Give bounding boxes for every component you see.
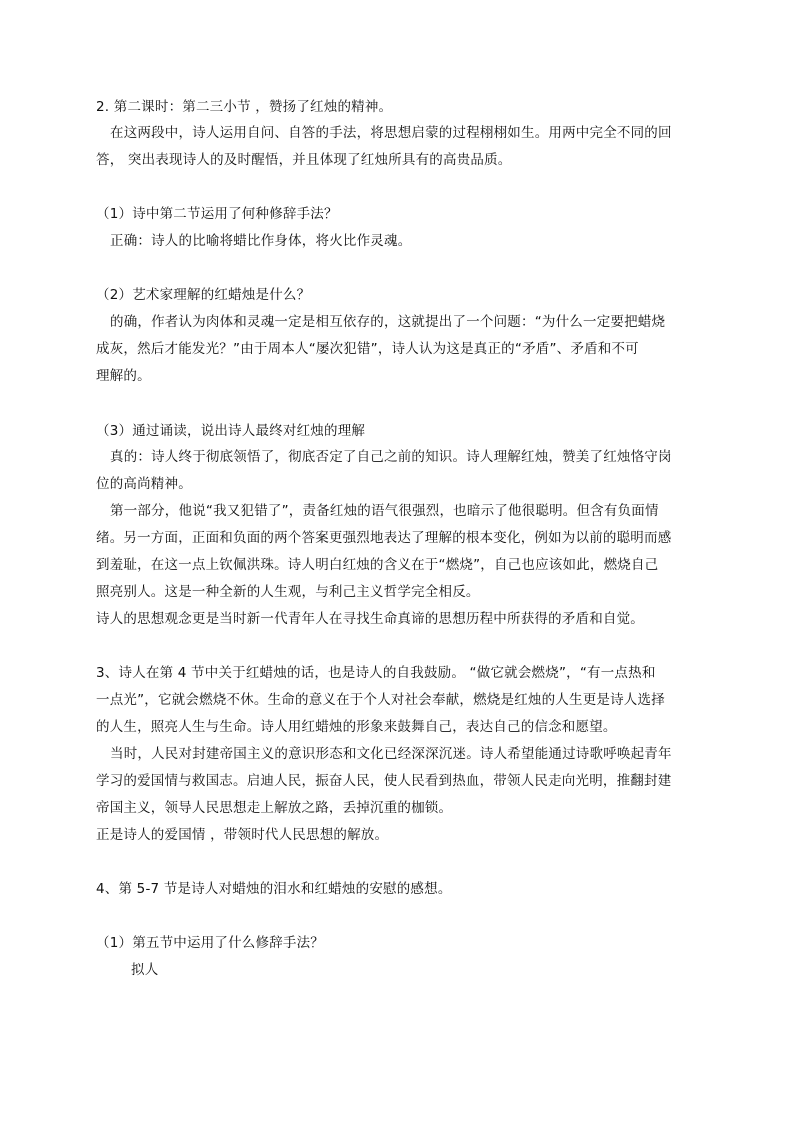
section-3-line-1: 3、诗人在第 4 节中关于红蜡烛的话，也是诗人的自我鼓励。 “做它就会燃烧”，“有一点热和 [96, 665, 656, 681]
answer-3-line-7: 诗人的思想观念更是当时新一代青年人在寻找生命真谛的思想历程中所获得的矛盾和自觉。 [96, 611, 644, 627]
answer-2-line-2: 成灰，然后才能发光？”由于周本人“屡次犯错”，诗人认为这是真正的“矛盾”、矛盾和不可 [96, 341, 639, 357]
section-3-line-6: 帝国主义，领导人民思想走上解放之路，丢掉沉重的枷锁。 [96, 800, 453, 816]
section-2-line-2: 答， 突出表现诗人的及时醒悟，并且体现了红烛所具有的高贵品质。 [96, 152, 512, 168]
answer-2-line-1: 的确，作者认为肉体和灵魂一定是相互依存的，这就提出了一个问题：“为什么一定要把蜡烧 [110, 314, 666, 330]
question-3: （3）通过诵读，说出诗人最终对红烛的理解 [96, 423, 366, 439]
question-4-1: （1）第五节中运用了什么修辞手法？ [96, 935, 324, 951]
answer-3-line-2: 位的高尚精神。 [96, 476, 192, 492]
section-3-line-2: 一点光”，它就会燃烧不休。生命的意义在于个人对社会奉献，燃烧是红烛的人生更是诗人选择 [96, 692, 665, 708]
answer-3-line-3: 第一部分，他说“我又犯错了”，责备红烛的语气很强烈，也暗示了他很聪明。但含有负面情 [110, 503, 659, 519]
question-2: （2）艺术家理解的红蜡烛是什么？ [96, 287, 311, 303]
section-2-heading: 2. 第二课时：第二三小节 ，赞扬了红烛的精神。 [96, 99, 393, 115]
answer-3-line-1: 真的：诗人终于彻底领悟了，彻底否定了自己之前的知识。诗人理解红烛，赞美了红烛恪守岗 [110, 449, 672, 465]
section-3-line-5: 学习的爱国情与救国志。启迪人民，振奋人民，使人民看到热血，带领人民走向光明，推翻封建 [96, 773, 672, 789]
answer-1: 正确：诗人的比喻将蜡比作身体，将火比作灵魂。 [110, 233, 412, 249]
section-3-line-4: 当时，人民对封建帝国主义的意识形态和文化已经深深沉迷。诗人希望能通过诗歌呼唤起青年 [110, 746, 672, 762]
section-2-line-1: 在这两段中，诗人运用自问、自答的手法，将思想启蒙的过程栩栩如生。用两中完全不同的回 [110, 125, 672, 141]
question-1: （1）诗中第二节运用了何种修辞手法？ [96, 206, 338, 222]
answer-2-line-3: 理解的。 [96, 368, 151, 384]
section-4-heading: 4、第 5-7 节是诗人对蜡烛的泪水和红蜡烛的安慰的感想。 [96, 881, 452, 897]
answer-3-line-5: 到羞耻，在这一点上钦佩洪珠。诗人明白红烛的含义在于“燃烧”，自己也应该如此，燃烧自己 [96, 557, 659, 573]
answer-3-line-4: 绪。另一方面，正面和负面的两个答案更强烈地表达了理解的根本变化，例如为以前的聪明而感 [96, 530, 672, 546]
answer-4-1: 拟人 [131, 962, 159, 978]
answer-3-line-6: 照亮别人。这是一种全新的人生观，与利己主义哲学完全相反。 [96, 584, 480, 600]
section-3-line-3: 的人生，照亮人生与生命。诗人用红蜡烛的形象来鼓舞自己，表达自己的信念和愿望。 [96, 719, 617, 735]
section-3-line-7: 正是诗人的爱国情 ，带领时代人民思想的解放。 [96, 827, 389, 843]
